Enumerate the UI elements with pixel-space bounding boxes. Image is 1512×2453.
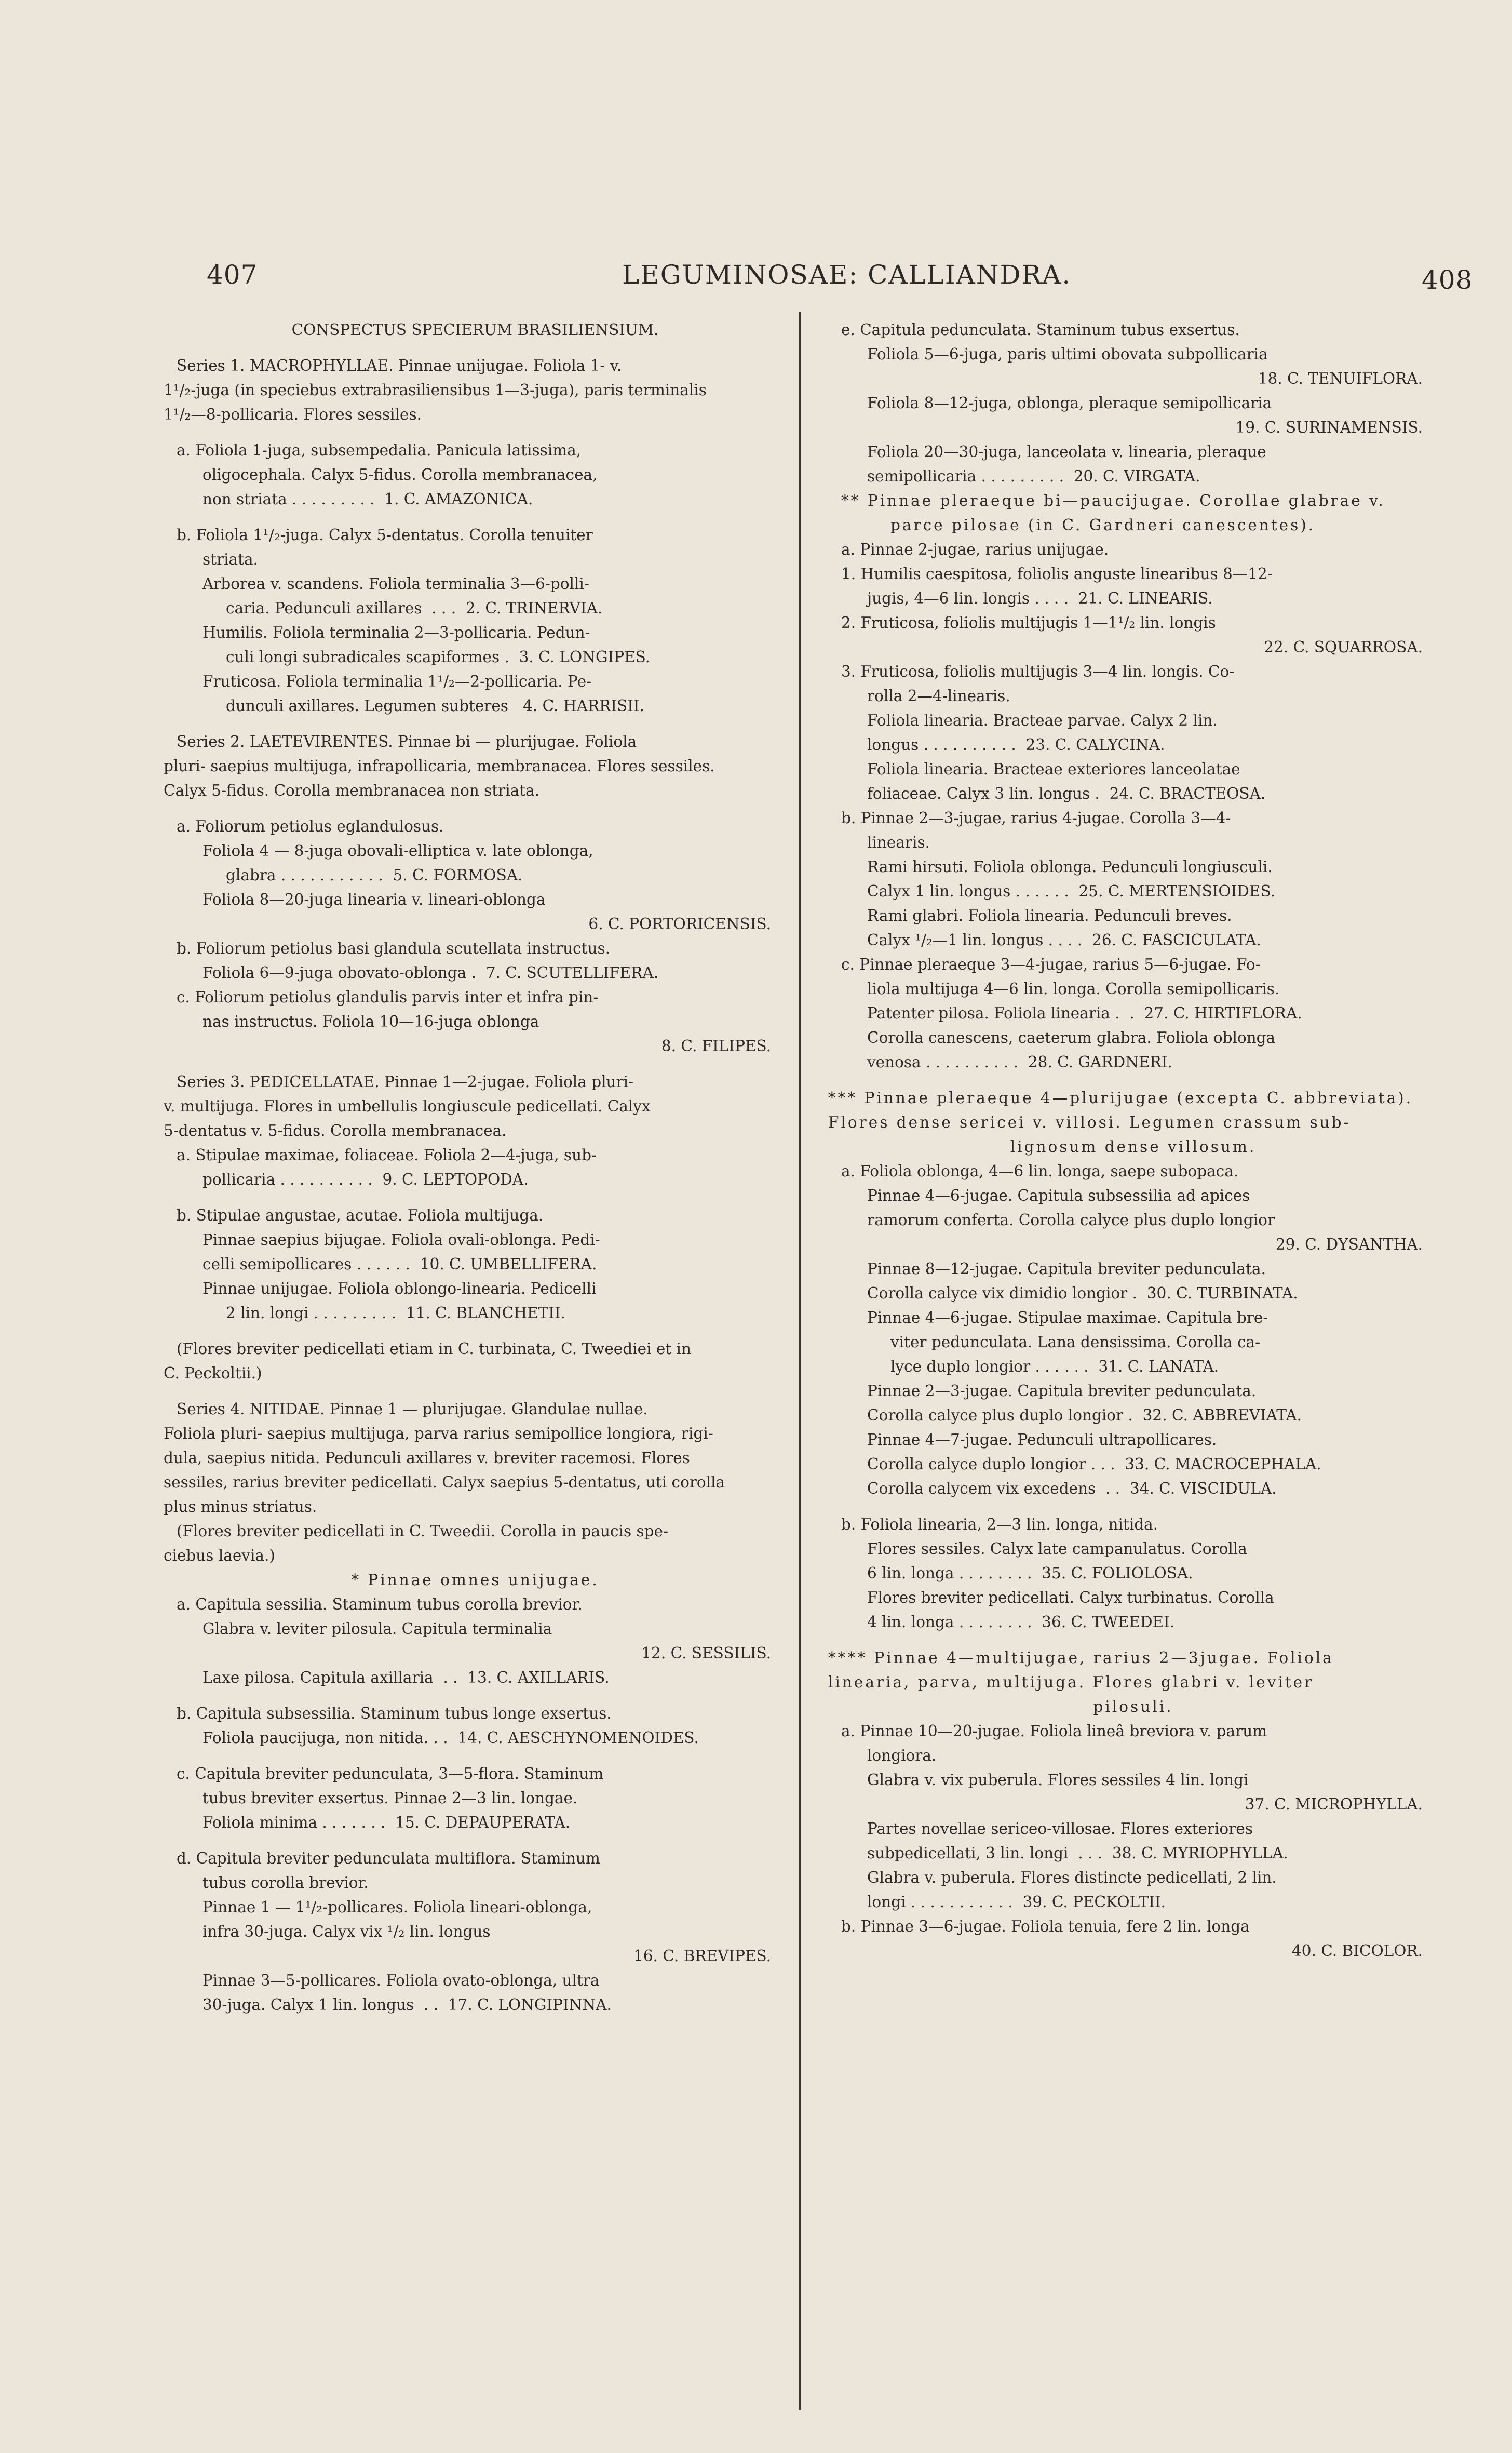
paragraph-gap [164, 1750, 787, 1762]
text-line: striata. [203, 551, 258, 568]
text-line: tubus breviter exsertus. Pinnae 2—3 lin. longae. [203, 1789, 578, 1807]
text-line: **** Pinnae 4—multijugae, rarius 2—3jugae. Foliola [828, 1649, 1334, 1667]
text-line: linearia, parva, multijuga. Flores glabri v. leviter [828, 1673, 1314, 1691]
text-line: linearis. [867, 834, 930, 851]
text-line: lyce duplo longior . . . . . . 31. C. LANATA. [890, 1358, 1219, 1375]
text-line: a. Pinnae 2-jugae, rarius unijugae. [841, 541, 1109, 558]
text-line: dunculi axillares. Legumen subteres 4. C. HARRISII. [226, 697, 644, 715]
paragraph-gap [164, 1192, 787, 1203]
text-line: tubus corolla brevior. [203, 1874, 369, 1892]
text-line: Glabra v. puberula. Flores distincte pedicellati, 2 lin. [867, 1869, 1277, 1886]
text-line: b. Capitula subsessilia. Staminum tubus longe exsertus. [177, 1705, 612, 1722]
text-line: *** Pinnae pleraeque 4—plurijugae (excepta C. abbreviata). [828, 1089, 1413, 1107]
text-line: 3. Fruticosa, foliolis multijugis 3—4 lin. longis. Co- [841, 663, 1235, 680]
text-line: subpedicellati, 3 lin. longi . . . 38. C. MYRIOPHYLLA. [867, 1844, 1289, 1862]
text-line: Foliola paucijuga, non nitida. . . 14. C. AESCHYNOMENOIDES. [203, 1729, 699, 1747]
text-line: Foliola linearia. Bracteae exteriores lanceolatae [867, 760, 1240, 778]
text-line: 12. C. SESSILIS. [641, 1644, 771, 1662]
text-line: Foliola minima . . . . . . . 15. C. DEPAUPERATA. [203, 1814, 571, 1831]
text-line: 2. Fruticosa, foliolis multijugis 1—1¹/₂ lin. longis [841, 614, 1216, 632]
text-line: c. Foliorum petiolus glandulis parvis inter et infra pin- [177, 988, 599, 1006]
text-line: longi . . . . . . . . . . . 39. C. PECKOLTII. [867, 1893, 1166, 1911]
text-line: e. Capitula pedunculata. Staminum tubus exsertus. [841, 321, 1240, 339]
text-line: jugis, 4—6 lin. longis . . . . 21. C. LINEARIS. [867, 589, 1213, 607]
text-line: CONSPECTUS SPECIERUM BRASILIENSIUM. [291, 321, 659, 339]
text-line: Flores breviter pedicellati. Calyx turbinatus. Corolla [867, 1589, 1274, 1606]
text-line: parce pilosae (in C. Gardneri canescentes). [890, 516, 1316, 534]
text-line: Calyx ¹/₂—1 lin. longus . . . . 26. C. FASCICULATA. [867, 931, 1261, 949]
column-divider [799, 312, 801, 2410]
paragraph-gap [164, 342, 787, 354]
text-line: b. Foliorum petiolus basi glandula scutellata instructus. [177, 940, 610, 957]
text-line: Glabra v. vix puberula. Flores sessiles 4 lin. longi [867, 1771, 1249, 1789]
text-line: Pinnae 1 — 1¹/₂-pollicares. Foliola lineari-oblonga, [203, 1898, 592, 1916]
text-line: b. Pinnae 2—3-jugae, rarius 4-jugae. Corolla 3—4- [841, 809, 1231, 827]
text-line: venosa . . . . . . . . . . 28. C. GARDNERI. [867, 1053, 1172, 1071]
paragraph-gap [164, 1690, 787, 1701]
text-line: Humilis. Foliola terminalia 2—3-pollicaria. Pedun- [203, 624, 590, 641]
paragraph-gap [828, 1634, 1438, 1646]
text-line: longus . . . . . . . . . . 23. C. CALYCINA. [867, 736, 1165, 754]
text-line: c. Pinnae pleraeque 3—4-jugae, rarius 5—6-jugae. Fo- [841, 956, 1261, 973]
text-line: b. Foliola linearia, 2—3 lin. longa, nitida. [841, 1516, 1158, 1533]
text-line: Pinnae 4—6-jugae. Stipulae maximae. Capitula bre- [867, 1309, 1268, 1326]
page-number-left: 407 [207, 260, 258, 290]
text-line: foliaceae. Calyx 3 lin. longus . 24. C. BRACTEOSA. [867, 785, 1266, 802]
text-line: Calyx 1 lin. longus . . . . . . 25. C. MERTENSIOIDES. [867, 882, 1275, 900]
text-line: Series 4. NITIDAE. Pinnae 1 — plurijugae. Glandulae nullae. [177, 1400, 648, 1418]
text-line: Calyx 5-fidus. Corolla membranacea non striata. [164, 782, 540, 799]
text-line: liola multijuga 4—6 lin. longa. Corolla semipollicaris. [867, 980, 1280, 998]
text-line: ** Pinnae pleraeque bi—paucijugae. Corollae glabrae v. [841, 492, 1385, 510]
text-line: (Flores breviter pedicellati in C. Tweedii. Corolla in paucis spe- [177, 1522, 668, 1540]
text-line: 2 lin. longi . . . . . . . . . 11. C. BLANCHETII. [226, 1304, 565, 1322]
text-line: sessiles, rarius breviter pedicellati. Calyx saepius 5-dentatus, uti corolla [164, 1473, 725, 1491]
text-line: celli semipollicares . . . . . . 10. C. UMBELLIFERA. [203, 1255, 597, 1273]
text-line: Foliola linearia. Bracteae parvae. Calyx 2 lin. [867, 712, 1218, 729]
text-line: d. Capitula breviter pedunculata multiflora. Staminum [177, 1849, 600, 1867]
text-line: Foliola 5—6-juga, paris ultimi obovata subpollicaria [867, 345, 1268, 363]
text-line: 1¹/₂-juga (in speciebus extrabrasiliensibus 1—3-juga), paris terminalis [164, 381, 707, 399]
text-line: Arborea v. scandens. Foliola terminalia 3—6-polli- [203, 575, 589, 593]
text-line: b. Pinnae 3—6-jugae. Foliola tenuia, fere 2 lin. longa [841, 1918, 1250, 1935]
paragraph-gap [828, 1501, 1438, 1512]
text-line: 6. C. PORTORICENSIS. [588, 915, 771, 933]
text-line: C. Peckoltii.) [164, 1364, 262, 1382]
text-line: 29. C. DYSANTHA. [1275, 1236, 1423, 1253]
text-line: nas instructus. Foliola 10—16-juga oblonga [203, 1013, 539, 1030]
text-line: a. Stipulae maximae, foliaceae. Foliola 2—4-juga, sub- [177, 1146, 597, 1164]
text-line: semipollicaria . . . . . . . . . 20. C. VIRGATA. [867, 467, 1200, 485]
paragraph-gap [164, 512, 787, 523]
text-line: Corolla calyce plus duplo longior . 32. C. ABBREVIATA. [867, 1406, 1302, 1424]
paragraph-gap [828, 1075, 1438, 1086]
text-line: Series 3. PEDICELLATAE. Pinnae 1—2-jugae. Foliola pluri- [177, 1073, 634, 1091]
text-line: a. Capitula sessilia. Staminum tubus corolla brevior. [177, 1596, 583, 1613]
text-line: Corolla calycem vix excedens . . 34. C. VISCIDULA. [867, 1480, 1277, 1497]
paragraph-gap [164, 1058, 787, 1070]
text-line: 5-dentatus v. 5-fidus. Corolla membranacea. [164, 1122, 507, 1140]
text-line: * Pinnae omnes unijugae. [351, 1571, 599, 1589]
text-line: glabra . . . . . . . . . . . 5. C. FORMOSA. [226, 866, 523, 884]
text-line: Pinnae 8—12-jugae. Capitula breviter pedunculata. [867, 1260, 1266, 1278]
text-line: Corolla canescens, caeterum glabra. Foliola oblonga [867, 1029, 1276, 1047]
text-line: Foliola pluri- saepius multijuga, parva rarius semipollice longiora, rigi- [164, 1425, 713, 1442]
text-line: 37. C. MICROPHYLLA. [1245, 1795, 1423, 1813]
running-title: LEGUMINOSAE: CALLIANDRA. [622, 260, 1072, 290]
text-line: plus minus striatus. [164, 1498, 317, 1516]
text-line: Pinnae unijugae. Foliola oblongo-linearia. Pedicelli [203, 1280, 597, 1297]
text-line: Laxe pilosa. Capitula axillaria . . 13. C. AXILLARIS. [203, 1669, 610, 1686]
text-line: Pinnae saepius bijugae. Foliola ovali-oblonga. Pedi- [203, 1231, 600, 1249]
text-line: dula, saepius nitida. Pedunculi axillares v. breviter racemosi. Flores [164, 1449, 690, 1467]
text-line: Rami glabri. Foliola linearia. Pedunculi breves. [867, 907, 1232, 924]
text-line: 18. C. TENUIFLORA. [1258, 370, 1423, 387]
text-line: infra 30-juga. Calyx vix ¹/₂ lin. longus [203, 1923, 491, 1940]
text-line: Pinnae 3—5-pollicares. Foliola ovato-oblonga, ultra [203, 1972, 600, 1989]
text-line: lignosum dense villosum. [1010, 1138, 1257, 1156]
text-line: a. Foliorum petiolus eglandulosus. [177, 817, 444, 835]
text-line: Foliola 6—9-juga obovato-oblonga . 7. C. SCUTELLIFERA. [203, 964, 659, 982]
text-line: Pinnae 2—3-jugae. Capitula breviter pedunculata. [867, 1382, 1257, 1400]
text-line: b. Foliola 1¹/₂-juga. Calyx 5-dentatus. Corolla tenuiter [177, 526, 593, 544]
text-line: 40. C. BICOLOR. [1291, 1942, 1423, 1960]
text-line: 16. C. BREVIPES. [633, 1947, 771, 1965]
left-column [164, 318, 787, 2017]
text-line: 22. C. SQUARROSA. [1264, 638, 1423, 656]
text-line: oligocephala. Calyx 5-fidus. Corolla membranacea, [203, 466, 598, 484]
text-line: rolla 2—4-linearis. [867, 687, 1010, 705]
text-line: 4 lin. longa . . . . . . . . 36. C. TWEEDEI. [867, 1613, 1175, 1631]
paragraph-gap [164, 1835, 787, 1846]
text-line: caria. Pedunculi axillares . . . 2. C. TRINERVIA. [226, 599, 603, 617]
paragraph-gap [164, 1386, 787, 1397]
text-line: v. multijuga. Flores in umbellulis longiuscule pedicellati. Calyx [164, 1097, 651, 1115]
text-line: Flores sessiles. Calyx late campanulatus. Corolla [867, 1540, 1247, 1558]
text-line: 19. C. SURINAMENSIS. [1235, 419, 1423, 436]
text-line: culi longi subradicales scapiformes . 3. C. LONGIPES. [226, 648, 651, 666]
text-line: a. Pinnae 10—20-jugae. Foliola lineâ breviora v. parum [841, 1722, 1267, 1740]
text-line: Patenter pilosa. Foliola linearia . . 27. C. HIRTIFLORA. [867, 1004, 1302, 1022]
text-line: Flores dense sericei v. villosi. Legumen crassum sub- [828, 1114, 1351, 1131]
text-line: Rami hirsuti. Foliola oblonga. Pedunculi longiusculi. [867, 858, 1273, 876]
text-line: a. Foliola oblonga, 4—6 lin. longa, saepe subopaca. [841, 1162, 1239, 1180]
text-line: ciebus laevia.) [164, 1547, 275, 1564]
text-line: Glabra v. leviter pilosula. Capitula terminalia [203, 1620, 552, 1638]
text-line: Fruticosa. Foliola terminalia 1¹/₂—2-pollicaria. Pe- [203, 673, 591, 690]
text-line: 8. C. FILIPES. [661, 1037, 771, 1055]
paragraph-gap [164, 427, 787, 438]
text-line: Foliola 8—12-juga, oblonga, pleraque semipollicaria [867, 394, 1272, 412]
text-line: Foliola 4 — 8-juga obovali-elliptica v. late oblonga, [203, 842, 593, 860]
text-line: (Flores breviter pedicellati etiam in C. turbinata, C. Tweediei et in [177, 1340, 691, 1358]
paragraph-gap [164, 803, 787, 814]
text-line: pluri- saepius multijuga, infrapollicaria, membranacea. Flores sessiles. [164, 757, 715, 775]
page-number-right: 408 [1422, 265, 1473, 295]
text-line: viter pedunculata. Lana densissima. Corolla ca- [890, 1333, 1261, 1351]
text-line: Foliola 20—30-juga, lanceolata v. linearia, pleraque [867, 443, 1266, 461]
paragraph-gap [164, 1325, 787, 1337]
text-line: a. Foliola 1-juga, subsempedalia. Panicula latissima, [177, 441, 582, 459]
text-line: Corolla calyce duplo longior . . . 33. C. MACROCEPHALA. [867, 1455, 1321, 1473]
text-line: Pinnae 4—7-jugae. Pedunculi ultrapollicares. [867, 1431, 1217, 1449]
text-line: Corolla calyce vix dimidio longior . 30. C. TURBINATA. [867, 1284, 1298, 1302]
text-line: 30-juga. Calyx 1 lin. longus . . 17. C. LONGIPINNA. [203, 1996, 612, 2014]
text-line: Partes novellae sericeo-villosae. Flores exteriores [867, 1820, 1253, 1838]
paragraph-gap [164, 718, 787, 730]
right-column [828, 318, 1438, 1963]
text-line: b. Stipulae angustae, acutae. Foliola multijuga. [177, 1207, 544, 1224]
text-line: pollicaria . . . . . . . . . . 9. C. LEPTOPODA. [203, 1171, 529, 1188]
text-line: 6 lin. longa . . . . . . . . 35. C. FOLIOLOSA. [867, 1564, 1193, 1582]
text-line: c. Capitula breviter pedunculata, 3—5-flora. Staminum [177, 1765, 604, 1782]
text-line: 1. Humilis caespitosa, foliolis anguste linearibus 8—12- [841, 565, 1273, 583]
text-line: longiora. [867, 1747, 937, 1764]
text-line: Foliola 8—20-juga linearia v. lineari-oblonga [203, 891, 546, 908]
text-line: Pinnae 4—6-jugae. Capitula subsessilia ad apices [867, 1187, 1250, 1204]
text-line: 1¹/₂—8-pollicaria. Flores sessiles. [164, 406, 422, 423]
text-line: ramorum conferta. Corolla calyce plus duplo longior [867, 1211, 1275, 1229]
text-line: Series 1. MACROPHYLLAE. Pinnae unijugae. Foliola 1- v. [177, 357, 622, 374]
text-line: non striata . . . . . . . . . 1. C. AMAZONICA. [203, 490, 533, 508]
text-line: Series 2. LAETEVIRENTES. Pinnae bi — plurijugae. Foliola [177, 733, 637, 750]
text-line: pilosuli. [1093, 1698, 1173, 1715]
